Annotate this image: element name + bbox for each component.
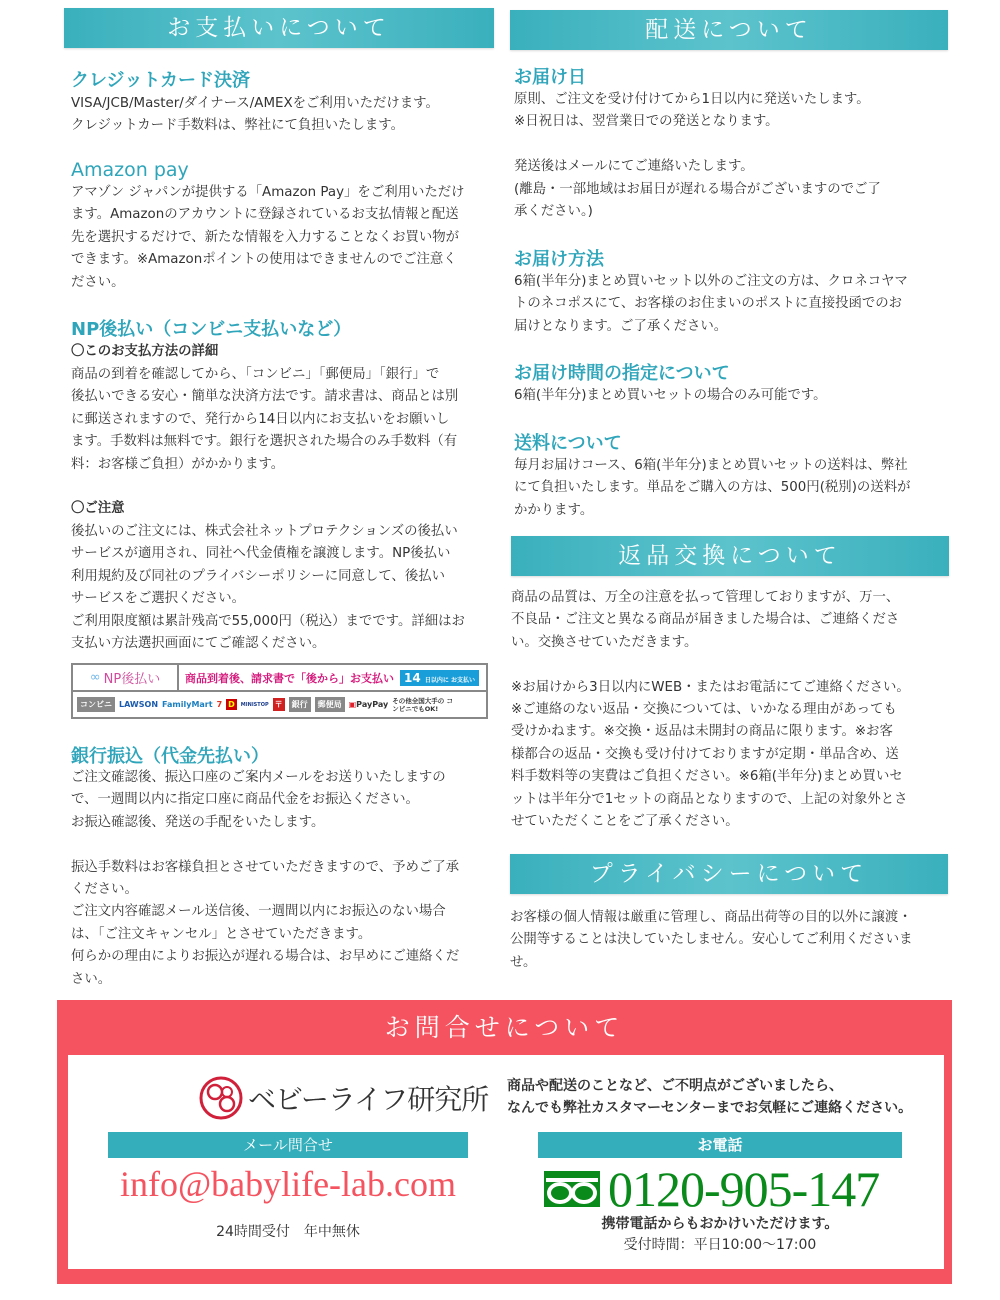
returns-header: 返品交換について (511, 536, 949, 576)
amazon-title: Amazon pay (71, 159, 189, 181)
np-banner-message: 商品到着後、請求書で「後から」お支払い (185, 671, 394, 685)
company-logo (198, 1075, 488, 1121)
np-days: 14 (404, 670, 421, 685)
mail-hours: 24時間受付 年中無休 (216, 1224, 360, 1240)
np-days-note: 日以内に お支払い (424, 676, 475, 684)
store-seven: 7 (216, 700, 223, 709)
np-banner (71, 663, 488, 719)
mail-label: メール問合せ (108, 1132, 468, 1158)
payment-header: お支払いについて (64, 8, 494, 48)
store-conveni: コンビニ (77, 697, 115, 712)
phone-hours: 受付時間：平日10:00〜17:00 (623, 1237, 817, 1253)
delivery-time-text: 6箱(半年分)まとめ買いセットの場合のみ可能です。 (514, 388, 827, 403)
shipping-header: 配送について (510, 10, 948, 50)
delivery-method-text: 6箱(半年分)まとめ買いセット以外のご注文の方は、クロネコヤマ トのネコポスにて、お客様のお住まいのポストに直接投函でのお 届けとなります。ご了承ください。 (514, 274, 908, 334)
store-lawson: LAWSON (119, 700, 159, 709)
credit-title: クレジットカード決済 (71, 70, 251, 91)
store-daily: D (228, 700, 235, 709)
bank-title: 銀行振込（代金先払い） (71, 746, 269, 767)
paypay-label: PayPay (356, 700, 389, 709)
np-days-badge (400, 670, 479, 686)
paypay-icon: ▣ (348, 700, 357, 709)
privacy-header: プライバシーについて (510, 854, 948, 894)
store-familymart: FamilyMart (162, 700, 213, 709)
delivery-date-text: 原則、ご注文を受け付けてから1日以内に発送いたします。 ※日祝日は、翌営業日での発送となります。 発送後はメールにてご連絡いたします。 (離島・一部地域はお届日が遅れる場合がございますのでご了 承ください。) (514, 92, 881, 220)
credit-text: VISA/JCB/Master/ダイナース/AMEXをご利用いただけます。 クレジットカード手数料は、弊社にて負担いたします。 (71, 96, 439, 134)
np-wing-icon: ∞ (89, 670, 101, 685)
np-detail-label: 〇このお支払方法の詳細 (71, 344, 219, 359)
store-seicomart: 〒 (274, 700, 283, 709)
mobile-note: 携帯電話からもおかけいただけます。 (601, 1216, 839, 1232)
amazon-text: アマゾン ジャパンが提供する「Amazon Pay」をご利用いただけ ます。Amazonのアカウントに登録されているお支払情報と配送 先を選択するだけで、新たな情報を入力することなくお買い物が できます。※Amazonポイントの使用はできませんのでご注意く ださい。 (71, 185, 465, 290)
company-emblem-icon (198, 1075, 244, 1121)
bank-text: ご注文確認後、振込口座のご案内メールをお送りいたしますの で、一週間以内に指定口座に商品代金をお振込ください。 お振込確認後、発送の手配をいたします。 振込手数料はお客様負担とさせていただきますので、予めご了承 ください。 ご注文内容確認メール送信後、一週間以内にお振込のない場合 は、「ご注文キャンセル」とさせていただきます。 何らかの理由によりお振込が遅れる場合は、お早めにご連絡くだ さい。 (71, 770, 460, 987)
contact-section (57, 1000, 952, 1284)
shipping-fee-title: 送料について (514, 433, 622, 454)
shipping-fee-text: 毎月お届けコース、6箱(半年分)まとめ買いセットの送料は、弊社 にて負担いたします。単品をご購入の方は、500円(税別)の送料が かかります。 (514, 458, 911, 518)
store-paypay (349, 700, 389, 709)
contact-intro: 商品や配送のことなど、ご不明点がございましたら、 なんでも弊社カスタマーセンターまでお気軽にご連絡ください。 (507, 1078, 913, 1116)
np-logo-text: NP後払い (103, 672, 161, 687)
store-post: 郵便局 (315, 697, 345, 712)
delivery-time-title: お届け時間の指定について (514, 363, 730, 384)
company-name: ベビーライフ研究所 (248, 1083, 489, 1116)
np-note-label: 〇ご注意 (71, 501, 125, 516)
np-title: NP後払い（コンビニ支払いなど） (71, 319, 352, 340)
contact-header: お問合せについて (384, 1013, 625, 1042)
returns-text: 商品の品質は、万全の注意を払って管理しておりますが、万一、 不良品・ご注文と異なる商品が届きました場合は、ご連絡くださ い。交換させていただきます。 ※お届けから3日以内にWEB・またはお電話にてご連絡ください。 ※ご連絡のない返品・交換については、いかなる理由があっても 受けかねます。※交換・返品は未開封の商品に限ります。※お客 様都合の返品・交換も受け付けておりますが定期・単品含め、送 料手数料等の実費はご負担ください。※6箱(半年分)まとめ買いセ ットは半年分で1セットの商品となりますので、上記の対象外とさ せていただくことをご了承ください。 (511, 590, 910, 830)
store-ministop: MINISTOP (240, 701, 269, 708)
np-logo (73, 665, 179, 690)
np-detail-text: 商品の到着を確認してから、「コンビニ」「郵便局」「銀行」で 後払いできる安心・簡単な決済方法です。請求書は、商品とは別 に郵送されますので、発行から14日以内にお支払いをお願いし ます。手数料は無料です。銀行を選択された場合のみ手数料（有 料：お客様ご負担）がかかります。 (71, 367, 459, 472)
phone-number[interactable] (544, 1163, 879, 1215)
delivery-method-title: お届け方法 (514, 249, 604, 270)
freedial-icon (544, 1171, 600, 1207)
delivery-date-title: お届け日 (514, 67, 586, 88)
store-bank: 銀行 (289, 697, 311, 712)
other-stores-note: その他全国大手の コンビニでもOK! (392, 696, 453, 713)
np-note-text: 後払いのご注文には、株式会社ネットプロテクションズの後払い サービスが適用され、同社へ代金債権を譲渡します。NP後払い 利用規約及び同社のプライバシーポリシーに同意して、後払い サービスをご選択ください。 ご利用限度額は累計残高で55,000円（税込）までです。詳細はお 支払い方法選択画面にてご確認ください。 (71, 524, 465, 652)
privacy-text: お客様の個人情報は厳重に管理し、商品出荷等の目的以外に譲渡・ 公開等することは決していたしません。安心してご利用くださいま せ。 (510, 910, 913, 970)
phone-label: お電話 (538, 1132, 902, 1158)
phone-number-text: 0120-905-147 (608, 1161, 880, 1217)
email-link[interactable]: info@babylife-lab.com (119, 1164, 457, 1204)
